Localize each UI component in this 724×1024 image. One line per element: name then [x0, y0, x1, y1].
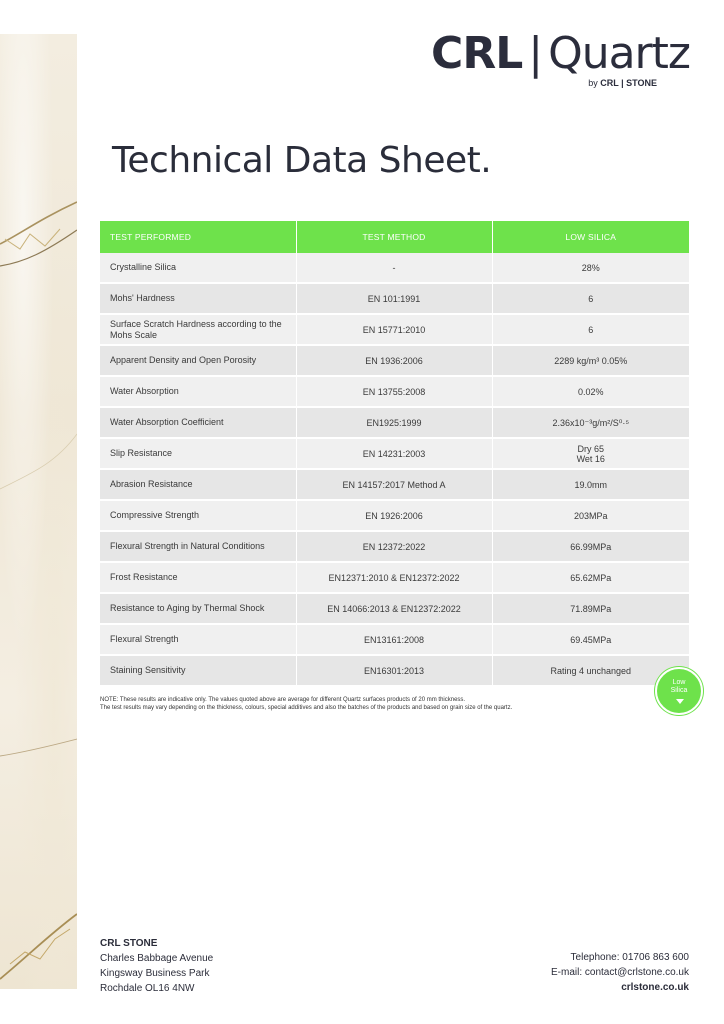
logo-product: Quartz	[548, 28, 690, 79]
low-silica-value: 71.89MPa	[492, 593, 689, 624]
header-low-silica: LOW SILICA	[492, 221, 689, 253]
technical-data-table	[100, 221, 689, 687]
page-title: Technical Data Sheet.	[112, 140, 492, 181]
test-method: EN1925:1999	[296, 407, 492, 438]
logo-separator: |	[528, 28, 543, 79]
test-name: Water Absorption	[100, 376, 296, 407]
test-method: EN 1926:2006	[296, 500, 492, 531]
table-header-row	[100, 221, 689, 253]
note-line-2: The test results may vary depending on the thickness, colours, special additives and also the batches of the products and based on grain size of the quartz.	[100, 705, 513, 711]
low-silica-value: 6	[492, 314, 689, 345]
test-method: EN 14157:2017 Method A	[296, 469, 492, 500]
low-silica-value: 0.02%	[492, 376, 689, 407]
test-method: EN16301:2013	[296, 655, 492, 686]
company-name: CRL STONE	[100, 938, 158, 949]
test-method: EN12371:2010 & EN12372:2022	[296, 562, 492, 593]
table-row	[100, 345, 689, 376]
table-row	[100, 253, 689, 283]
test-name: Frost Resistance	[100, 562, 296, 593]
test-method: EN 1936:2006	[296, 345, 492, 376]
low-silica-badge	[655, 667, 703, 715]
header-test-performed: TEST PERFORMED	[100, 221, 296, 253]
test-method: EN 14066:2013 & EN12372:2022	[296, 593, 492, 624]
test-method: -	[296, 253, 492, 283]
table-row	[100, 376, 689, 407]
email-link[interactable]: E-mail: contact@crlstone.co.uk	[551, 967, 689, 978]
note-line-1: NOTE: These results are indicative only. The values quoted above are average for different Quartz surfaces products of 20 mm thickness.	[100, 697, 466, 703]
table-header	[100, 221, 689, 253]
table-row	[100, 624, 689, 655]
test-name: Mohs' Hardness	[100, 283, 296, 314]
test-name: Staining Sensitivity	[100, 655, 296, 686]
table-row	[100, 531, 689, 562]
logo-sub-separator: |	[618, 78, 627, 88]
test-method: EN 14231:2003	[296, 438, 492, 469]
address-line-1: Charles Babbage Avenue	[100, 953, 214, 964]
low-silica-value: 2.36x10⁻³g/m²/S⁰·⁵	[492, 407, 689, 438]
test-method: EN 101:1991	[296, 283, 492, 314]
low-silica-value: 19.0mm	[492, 469, 689, 500]
test-name: Resistance to Aging by Thermal Shock	[100, 593, 296, 624]
low-silica-value: 203MPa	[492, 500, 689, 531]
table-row	[100, 438, 689, 469]
logo-brand: CRL	[431, 28, 523, 79]
header-test-method: TEST METHOD	[296, 221, 492, 253]
low-silica-value: Rating 4 unchanged	[492, 655, 689, 686]
test-name: Flexural Strength	[100, 624, 296, 655]
logo-sub-prefix: by	[588, 78, 598, 88]
marble-texture-strip	[0, 34, 77, 989]
table-row	[100, 562, 689, 593]
contact-details	[551, 950, 689, 995]
table-row	[100, 283, 689, 314]
test-method: EN 13755:2008	[296, 376, 492, 407]
test-name: Flexural Strength in Natural Conditions	[100, 531, 296, 562]
low-silica-value: 66.99MPa	[492, 531, 689, 562]
crl-quartz-logo	[390, 30, 690, 90]
company-address	[100, 936, 213, 996]
table-row	[100, 407, 689, 438]
test-name: Slip Resistance	[100, 438, 296, 469]
test-name: Water Absorption Coefficient	[100, 407, 296, 438]
logo-wordmark	[431, 30, 690, 78]
telephone: Telephone: 01706 863 600	[570, 952, 689, 963]
table-row	[100, 469, 689, 500]
test-name: Apparent Density and Open Porosity	[100, 345, 296, 376]
website-link[interactable]: crlstone.co.uk	[621, 982, 689, 993]
low-silica-value: 2289 kg/m³ 0.05%	[492, 345, 689, 376]
logo-sub-brand: CRL	[600, 78, 619, 88]
marble-veins	[0, 34, 77, 989]
test-name: Crystalline Silica	[100, 253, 296, 283]
logo-subline	[588, 78, 657, 88]
low-silica-value: 6	[492, 283, 689, 314]
address-line-2: Kingsway Business Park	[100, 968, 210, 979]
test-name: Compressive Strength	[100, 500, 296, 531]
low-silica-value: 28%	[492, 253, 689, 283]
table-row	[100, 314, 689, 345]
logo-sub-name: STONE	[626, 78, 657, 88]
badge-label: Low Silica	[670, 679, 688, 694]
table-body	[100, 253, 689, 686]
table-row	[100, 500, 689, 531]
test-name: Surface Scratch Hardness according to the Mohs Scale	[100, 314, 296, 345]
test-method: EN13161:2008	[296, 624, 492, 655]
low-silica-value: Dry 65 Wet 16	[492, 438, 689, 469]
test-method: EN 15771:2010	[296, 314, 492, 345]
low-silica-value: 65.62MPa	[492, 562, 689, 593]
table-row	[100, 593, 689, 624]
disclaimer-note	[100, 696, 660, 712]
address-line-3: Rochdale OL16 4NW	[100, 983, 195, 994]
test-name: Abrasion Resistance	[100, 469, 296, 500]
chevron-down-icon	[676, 699, 684, 704]
low-silica-value: 69.45MPa	[492, 624, 689, 655]
table-row	[100, 655, 689, 686]
test-method: EN 12372:2022	[296, 531, 492, 562]
